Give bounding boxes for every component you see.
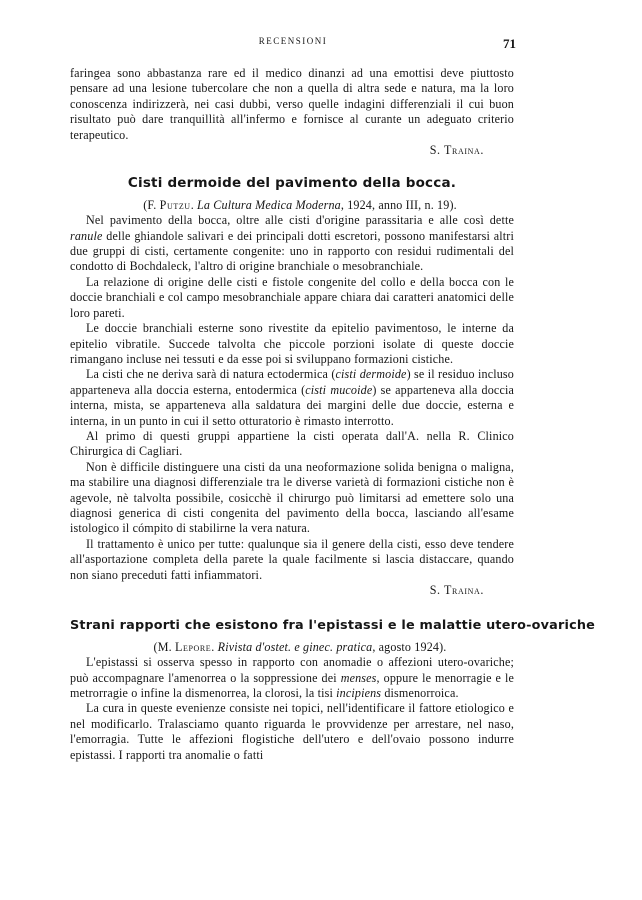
review-title-epistassi: Strani rapporti che esistono fra l'epistassi e le malattie utero-ovariche [70,618,596,634]
italic-term: ranule [70,228,103,243]
article-body [70,66,596,763]
text-run: La cisti che ne deriva sarà di natura ectodermica ( [86,367,336,382]
review2-citation [70,640,514,655]
italic-term: cisti dermoide [335,367,407,382]
review1-signature [70,583,514,598]
italic-term: incipiens [336,686,382,701]
cite-dot: . [211,639,218,654]
cite-journal: Rivista d'ostet. e ginec. pratica [217,639,373,654]
text-run: , oppure le menorragie e le metrorragie o infine la dismenorrea, la clorosi, la tisi [70,670,515,701]
cite-journal: La Cultura Medica Moderna [197,197,341,212]
text-run: ) se il residuo incluso apparteneva alla doccia esterna, entodermica ( [70,367,514,397]
review1-paragraph-3: Le doccie branchiali esterne sono rivestite da epitelio pavimentoso, le interne da epitelio vibratile. Succede talvolta che piccole porzioni isolate di queste doccie rimangano incluse nei tessuti e da esse poi si sviluppano formazioni cistiche. [70,321,514,366]
cite-rest: , 1924, anno III, n. 19). [340,197,457,212]
cite-open: (M. [153,639,175,654]
cite-open: (F. [143,197,160,212]
italic-term: cisti mucoide [305,382,373,397]
review1-paragraph-2: La relazione di origine delle cisti e fistole congenite del collo e della bocca con le doccie branchiali e col campo mesobranchiale appare chiara dai caratteri anatomici delle loro pareti. [70,274,514,320]
text-run: dismenorroica. [381,686,459,701]
text-run: ) se apparteneva alla doccia interna, mista, se apparteneva alla saldatura dei margini delle due doccie, esterna e interna, in un punto in cui il setto otturatorio è rimasto interrotto. [70,382,514,428]
page-number: 71 [503,36,516,51]
cite-rest: , agosto 1924). [372,639,447,654]
text-run: L'epistassi si osserva spesso in rapporto con anomadie o affezioni utero-ovariche; può accompagnare l'amenorrea o la soppressione dei [70,655,514,685]
review2-paragraph-2: La cura in queste evenienze consiste nei topici, nell'identificare il fattore etiologico e nel modificarlo. Tralasciamo quanto riguarda le provvidenze per arrestare, nel naso, l'emorragia. Tutte le affezioni flogistiche dell'utero e dell'ovaio possono indurre epistassi. I rapporti tra anomalie o fatti [70,701,514,762]
cite-author: Lepore [174,639,212,654]
review1-citation [70,198,514,213]
review2-paragraph-1 [70,655,514,701]
review-title-cisti-dermoide: Cisti dermoide del pavimento della bocca. [127,175,457,192]
text-run: Nel pavimento della bocca, oltre alle cisti d'origine parassitaria e alle così dette [86,213,514,228]
text-run: delle ghiandole salivari e dei principali dotti escretori, possono manifestarsi altri due gruppi di cisti, certamente congenite: uno in rapporto con residui rudimentali del condotto di Bochdaleck, l'altro di origine branchiale o mesobranchiale. [70,228,514,274]
review1-paragraph-5: Al primo di questi gruppi appartiene la cisti operata dall'A. nella R. Clinico Chirurgica di Cagliari. [70,428,514,459]
italic-term: menses [340,670,377,685]
review1-paragraph-4 [70,367,514,429]
review1-paragraph-1 [70,213,514,275]
review1-paragraph-6: Non è difficile distinguere una cisti da una neoformazione solida benigna o maligna, ma stabilire una diagnosi differenziale tra le diverse varietà di formazioni cistiche non è agevole, nè talvolta possibile, cosicchè il chirurgo può limitarsi ad emettere solo una diagnosi generica di cisti congenita del pavimento della bocca, lasciando all'esame istologico il cómpito di stabilirne la vera natura. [70,459,514,536]
opening-paragraph: faringea sono abbastanza rare ed il medico dinanzi ad una emottisi deve piuttosto pensare ad una lesione tubercolare che non a quella di altra sede e natura, ma la loro conoscenza indirizzerà, nei casi dubbi, verso quelle indagini differenziali il cui buon risultato può dare tranquillità all'infermo e fornisce al curante un adeguato criterio terapeutico. [70,66,514,142]
cite-dot: . [190,197,198,212]
review1-paragraph-7: Il trattamento è unico per tutte: qualunque sia il genere della cisti, esso deve tendere all'asportazione completa della parete la quale facilmente si lascia distaccare, quando non siano preceduti fatti infiammatori. [70,536,514,582]
signature-text: S. Traina. [429,583,484,597]
cite-author: Putzu [159,197,191,212]
signature-text: S. Traina. [429,143,484,158]
running-header: RECENSIONI [258,36,328,46]
opening-signature [70,143,514,158]
